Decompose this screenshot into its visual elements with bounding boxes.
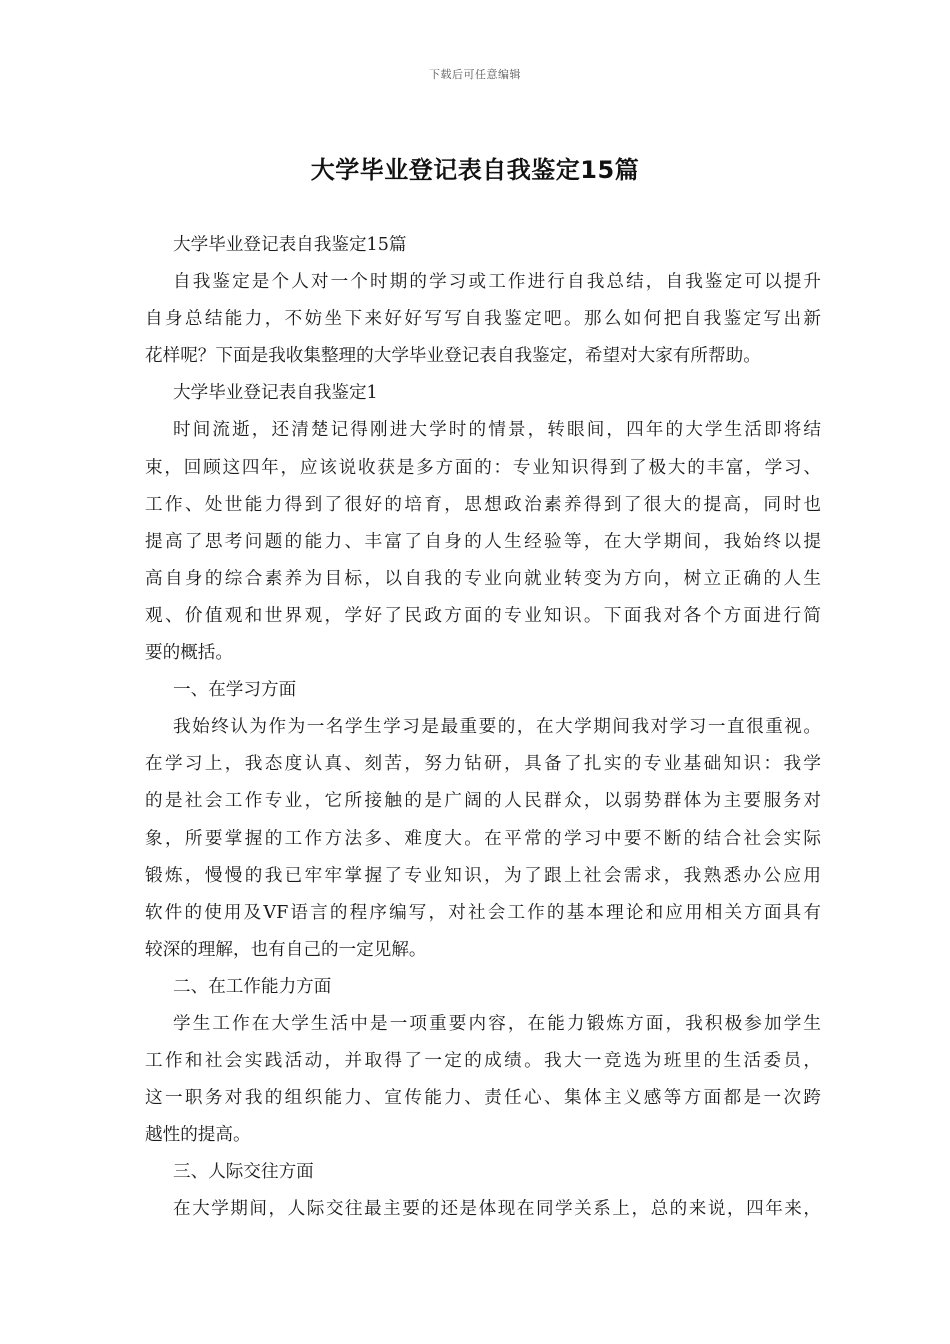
section-heading: 一、在学习方面 xyxy=(173,680,297,701)
paragraph-line: 软件的使用及VF语言的程序编写，对社会工作的基本理论和应用相关方面具有 xyxy=(145,902,821,923)
paragraph-line: 锻炼，慢慢的我已牢牢掌握了专业知识，为了跟上社会需求，我熟悉办公应用 xyxy=(145,865,821,886)
paragraph-line: 自身总结能力，不妨坐下来好好写写自我鉴定吧。那么如何把自我鉴定写出新 xyxy=(145,309,821,330)
document-title: 大学毕业登记表自我鉴定15篇 xyxy=(310,156,640,184)
paragraph-line: 学生工作在大学生活中是一项重要内容，在能力锻炼方面，我积极参加学生 xyxy=(173,1013,821,1034)
header-note: 下载后可任意编辑 xyxy=(429,68,521,81)
paragraph-line: 我始终认为作为一名学生学习是最重要的，在大学期间我对学习一直很重视。 xyxy=(173,717,821,738)
section-heading: 二、在工作能力方面 xyxy=(173,976,332,997)
paragraph-line: 象，所要掌握的工作方法多、难度大。在平常的学习中要不断的结合社会实际 xyxy=(145,828,821,849)
paragraph-line: 越性的提高。 xyxy=(145,1125,251,1146)
paragraph-line: 要的概括。 xyxy=(145,643,233,664)
paragraph-line: 观、价值观和世界观，学好了民政方面的专业知识。下面我对各个方面进行简 xyxy=(145,605,821,626)
paragraph-line: 束，回顾这四年，应该说收获是多方面的：专业知识得到了极大的丰富，学习、 xyxy=(145,457,821,478)
paragraph-line: 的是社会工作专业，它所接触的是广阔的人民群众，以弱势群体为主要服务对 xyxy=(145,791,821,812)
paragraph-line: 较深的理解，也有自己的一定见解。 xyxy=(145,939,427,960)
paragraph-line: 自我鉴定是个人对一个时期的学习或工作进行自我总结，自我鉴定可以提升 xyxy=(173,272,821,293)
subtitle-line: 大学毕业登记表自我鉴定15篇 xyxy=(173,235,407,255)
section-heading: 大学毕业登记表自我鉴定1 xyxy=(173,383,378,404)
paragraph-line: 花样呢？下面是我收集整理的大学毕业登记表自我鉴定，希望对大家有所帮助。 xyxy=(145,346,761,367)
paragraph-line: 时间流逝，还清楚记得刚进大学时的情景，转眼间，四年的大学生活即将结 xyxy=(173,420,821,441)
paragraph-line: 在学习上，我态度认真、刻苦，努力钻研，具备了扎实的专业基础知识：我学 xyxy=(145,754,821,775)
paragraph-line: 这一职务对我的组织能力、宣传能力、责任心、集体主义感等方面都是一次跨 xyxy=(145,1088,821,1109)
paragraph-line: 在大学期间，人际交往最主要的还是体现在同学关系上，总的来说，四年来， xyxy=(173,1199,821,1220)
paragraph-line: 工作、处世能力得到了很好的培育，思想政治素养得到了很大的提高，同时也 xyxy=(145,494,821,515)
paragraph-line: 提高了思考问题的能力、丰富了自身的人生经验等，在大学期间，我始终以提 xyxy=(145,531,821,552)
paragraph-line: 高自身的综合素养为目标，以自我的专业向就业转变为方向，树立正确的人生 xyxy=(145,568,821,589)
paragraph-line: 工作和社会实践活动，并取得了一定的成绩。我大一竞选为班里的生活委员， xyxy=(145,1051,821,1072)
document-body xyxy=(145,227,821,1229)
section-heading: 三、人际交往方面 xyxy=(173,1162,314,1183)
